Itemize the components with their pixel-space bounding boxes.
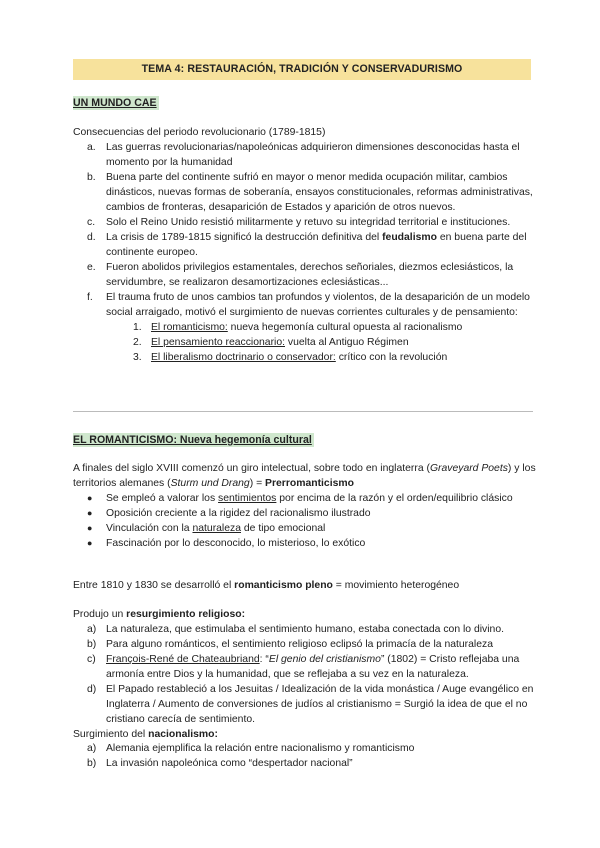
list-item: c) François-René de Chateaubriand: “El genio del cristianismo” (1802) = Cristo reflejaba una armonía entre Dios y la humanidad, que se reflejaba a su vez en la naturaleza. [87, 654, 520, 680]
currents-sublist [106, 320, 543, 365]
list-item: d) El Papado restableció a los Jesuitas / Idealización de la vida monástica / Auge evangélico en Inglaterra / Aumento de conversiones de judíos al cristianismo = Surgió la idea de que el no cristiano carecía de sentimiento. [87, 684, 534, 725]
religious-intro: Produjo un resurgimiento religioso: [73, 609, 246, 620]
romanticismo-pleno-paragraph: Entre 1810 y 1830 se desarrolló el romanticismo pleno = movimiento heterogéneo [73, 580, 460, 591]
list-item: e. Fueron abolidos privilegios estamentales, derechos señoriales, diezmos eclesiásticos, la servidumbre, se realizaron desamortizaciones eclesiásticas... [87, 262, 514, 288]
list-item: b) Para alguno románticos, el sentimiento religioso eclipsó la primacía de la naturaleza [87, 639, 493, 650]
bullet-item: ● Fascinación por lo desconocido, lo misterioso, lo exótico [87, 538, 366, 549]
bullet-item: ● Se empleó a valorar los sentimientos por encima de la razón y el orden/equilibrio clásico [87, 493, 513, 504]
list-item: a) Alemania ejemplifica la relación entre nacionalismo y romanticismo [87, 743, 415, 754]
list-item: a) La naturaleza, que estimulaba el sentimiento humano, estaba conectada con lo divino. [87, 624, 504, 635]
list-item: c. Solo el Reino Unido resistió militarmente y retuvo su integridad territorial e instituciones. [87, 217, 511, 228]
bullet-item: ● Vinculación con la naturaleza de tipo emocional [87, 523, 326, 534]
list-item: b. Buena parte del continente sufrió en mayor o menor medida ocupación militar, cambios dinásticos, nuevas formas de soberanía, ensayos constitucionales, reformas administrativas, cambios de fronteras, desaparición de Estados y aparición de otros nuevos. [87, 172, 533, 213]
sublist-item: 3. El liberalismo doctrinario o conservador: crítico con la revolución [133, 352, 448, 363]
nationalism-list [73, 741, 543, 771]
prerromanticismo-bullets [73, 491, 543, 551]
consequences-list [73, 140, 543, 365]
section-heading-romanticismo: EL ROMANTICISMO: Nueva hegemonía cultural [73, 434, 312, 446]
list-item: b) La invasión napoleónica como “despertador nacional” [87, 758, 353, 769]
sublist-item: 1. El romanticismo: nueva hegemonía cultural opuesta al racionalismo [133, 322, 463, 333]
sublist-item: 2. El pensamiento reaccionario: vuelta al Antiguo Régimen [133, 337, 409, 348]
prerromanticismo-paragraph: A finales del siglo XVIII comenzó un giro intelectual, sobre todo en inglaterra (Graveyard Poets) y los territorios alemanes (Sturm und Drang) = Prerromanticismo [73, 463, 536, 489]
document-title: TEMA 4: RESTAURACIÓN, TRADICIÓN Y CONSERVADURISMO [73, 59, 531, 80]
nationalism-intro: Surgimiento del nacionalismo: [73, 729, 218, 740]
religious-list [73, 622, 543, 727]
list-item: a. Las guerras revolucionarias/napoleónicas adquirieron dimensiones desconocidas hasta el momento por la humanidad [87, 142, 520, 168]
section1-intro: Consecuencias del periodo revolucionario (1789-1815) [73, 127, 326, 138]
bullet-item: ● Oposición creciente a la rigidez del racionalismo ilustrado [87, 508, 371, 519]
list-item: d. La crisis de 1789-1815 significó la destrucción definitiva del feudalismo en buena parte del continente europeo. [87, 232, 527, 258]
horizontal-divider [73, 411, 533, 412]
list-item: f. El trauma fruto de unos cambios tan profundos y violentos, de la desaparición de un modelo social arraigado, motivó el surgimiento de nuevas corrientes culturales y de pensamiento: 1. El romanticismo: nueva hegemonía cultural opuesta al racionalismo 2. El pensamiento reaccionario: vuelta al Antiguo Régimen 3. El liberalismo doctrinario o conservador: crítico con la revolución [73, 290, 543, 365]
section-heading-un-mundo-cae: UN MUNDO CAE [73, 97, 157, 109]
